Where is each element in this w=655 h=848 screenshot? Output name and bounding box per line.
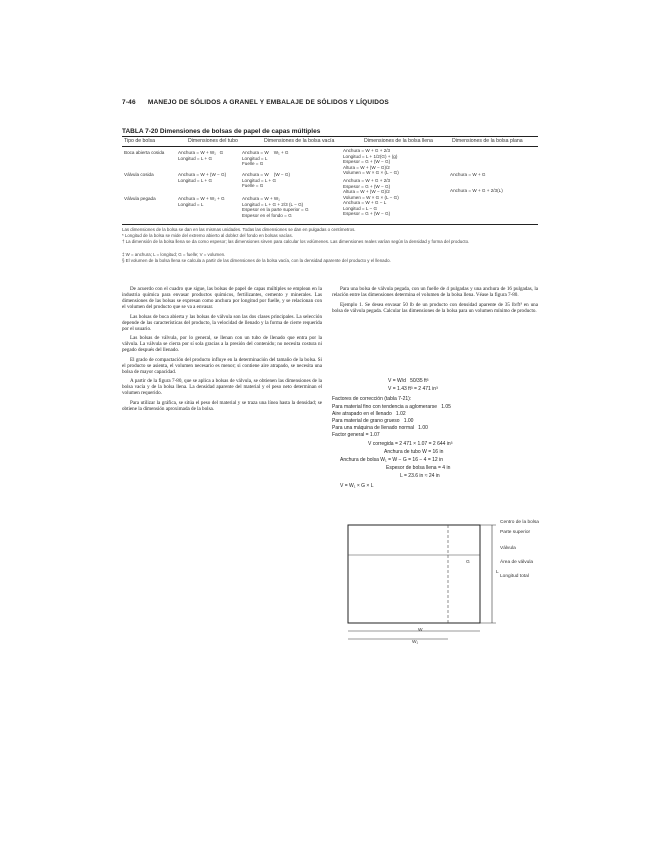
paragraph: Las bolsas de boca abierta y las bolsas de válvula son las dos clases principales. La selección depende de las características del producto, la velocidad de llenado y la forma de cierre requerida por el usuario. [122,313,322,332]
row1-empty: Anchura = W W₁ + G Longitud = L Fuelle = G [242,150,289,167]
formula-line: Anchura de bolsa W₁ = W − G = 16 − 4 = 12 in [340,457,443,463]
table-header-rule [122,146,538,147]
table-note-5: § El volumen de la bolsa llena se calcula a partir de las dimensiones de la bolsa vacía, con la densidad aparente del producto y el llenado. [122,258,391,263]
example-paragraph: Ejemplo 1. Se desea envasar 50 lb de un producto con densidad aparente de 35 lb/ft³ en una bolsa de válvula pegada. Calcular las dimensiones de la bolsa para un volumen mínimo de producto. [332,302,538,315]
formula-line: Factores de corrección (tabla 7-21): [332,396,412,402]
col-header-filled: Dimensiones de la bolsa llena [364,138,433,144]
left-column [122,286,322,412]
table-note-1: Las dimensiones de la bolsa se dan en las mismas unidades. Todas las dimensiones se dan en pulgadas o centímetros. [122,227,356,232]
row1-type: Boca abierta cosida [124,150,165,155]
paragraph: Para utilizar la gráfica, se sitúa el peso del material y se traza una línea hasta la densidad; se obtiene la dimensión aproximada de la bolsa. [122,399,322,412]
formula-line: Para una máquina de llenado normal 1.00 [332,425,428,431]
formula-line: Para material de grano grueso 1.00 [332,418,414,424]
formula-line: Anchura de tubo W = 16 in [384,449,444,455]
row2-tube: Anchura = W + (W − G) Longitud = L + G [178,172,227,183]
paragraph: El grado de compactación del producto influye en la determinación del tamaño de la bolsa. Si el producto se asienta, el volumen necesario es menor; si contiene aire atrapado, se necesita una bolsa de mayor capacidad. [122,356,322,375]
formula-line: V corregida = 2 471 × 1.07 = 2 644 in³ [368,441,453,447]
row3-filled: Anchura = W + G − L Longitud = L − G Espesor = G + (W − G) [343,200,391,217]
figure-label: W₁ [412,640,419,645]
row2-empty: Anchura = W (W − G) Longitud = L + G Fuelle = G [242,172,290,189]
formula-line: L = 23.6 in ≈ 24 in [400,473,440,479]
formula-line: V = 1.43 ft³ = 2 471 in³ [388,386,438,392]
row2-flat: Anchura = W + G [450,172,486,177]
figure-label: Centro de la bolsa [500,520,539,525]
formula-line: V = W₁ × G × L [340,483,374,489]
col-header-empty: Dimensiones de la bolsa vacía [264,138,335,144]
table-note-3: † La dimensión de la bolsa llena se da como espesor; las dimensiones sirven para calcular los volúmenes. Las dimensiones reales varían según la densidad y forma del producto. [122,239,470,244]
row1-filled: Anchura = W + G + 2/3 Longitud = L + 1/2(G) + (g) Espesor = G + (W − G) Altura = W + (W − G)/2 Volumen = W × G × (L − G) [343,148,399,176]
running-title: MANEJO DE SÓLIDOS A GRANEL Y EMBALAJE DE SÓLIDOS Y LÍQUIDOS [147,99,389,106]
figure-label: L [496,570,499,575]
formula-line: Aire atrapado en el llenado 1.02 [332,411,406,417]
row3-flat: Anchura = W + G + 2/3(L) [450,188,503,193]
right-column [332,286,538,315]
table-title: TABLA 7-20 Dimensiones de bolsas de papel de capas múltiples [122,128,321,135]
table-bottom-rule [122,224,538,225]
row3-type: Válvula pegada [124,196,156,201]
row2-type: Válvula cosida [124,172,154,177]
paragraph: A partir de la figura 7-80, que se aplica a bolsas de válvula, se obtienen las dimensiones de la bolsa vacía y de la bolsa llena. La densidad aparente del material y el peso neto determinan el volumen requerido. [122,378,322,397]
row2-filled: Anchura = W + G + 2/3 Espesor = G + (W − G) Altura = W + (W − G)/2 Volumen = W × G × (L − G) [343,178,399,200]
col-header-type: Tipo de bolsa [124,138,155,144]
formula-line: Factor general = 1.07 [332,432,380,438]
page-number: 7-46 [122,99,136,106]
bag-outline [348,525,480,623]
paragraph: Las bolsas de válvula, por lo general, se llenan con un tubo de llenado que entra por la válvula. La válvula se cierra por sí sola gracias a la presión del contenido; no necesita costura ni pegado después del llenado. [122,335,322,354]
row3-empty: Anchura = W + W₁ Longitud = L + G + 2/3 (L − G) Espesor en la parte superior = G Espesor en el fondo = G [242,196,309,218]
table-note-4: ‡ W = anchura; L = longitud; G = fuelle; V = volumen. [122,252,226,257]
formula-line: V = W/d 50/35 ft³ [388,378,429,384]
col-header-tube: Dimensiones del tubo [188,138,238,144]
formula-line: Espesor de bolsa llena = 4 in [386,465,451,471]
paragraph: Para una bolsa de válvula pegada, con un fuelle de 4 pulgadas y una anchura de 16 pulgadas, la relación entre las dimensiones determina el volumen de la bolsa llena. Véase la figura 7-80. [332,286,538,299]
figure-label: Parte superior [500,530,531,535]
figure-label: W [418,628,423,633]
row1-tube: Anchura = W + W₁ G Longitud = L + G [178,150,224,161]
table-note-2: * Longitud de la bolsa se mide del extremo abierto al doblez del fondo en bolsas vacías. [122,233,293,238]
figure-label: Longitud total [500,574,529,579]
figure-label: Válvula [500,546,516,551]
table-top-rule [122,136,538,137]
row3-tube: Anchura = W + W₁ + G Longitud = L [178,196,225,207]
figure-label: G [466,560,470,565]
bag-dimension-diagram [330,505,550,655]
running-header [122,99,389,106]
formula-line: Para material fino con tendencia a aglomerarse 1.05 [332,404,451,410]
figure-label: Área de válvula [500,560,534,565]
paragraph: De acuerdo con el cuadro que sigue, las bolsas de papel de capas múltiples se emplean en la industria química para envasar productos químicos, fertilizantes, cemento y minerales. Las dimensiones de las bolsas se expresan como anchura por longitud por fuelle, y se relacionan con el volumen del producto que se va a envasar. [122,286,322,311]
col-header-flat: Dimensiones de la bolsa plana [452,138,523,144]
